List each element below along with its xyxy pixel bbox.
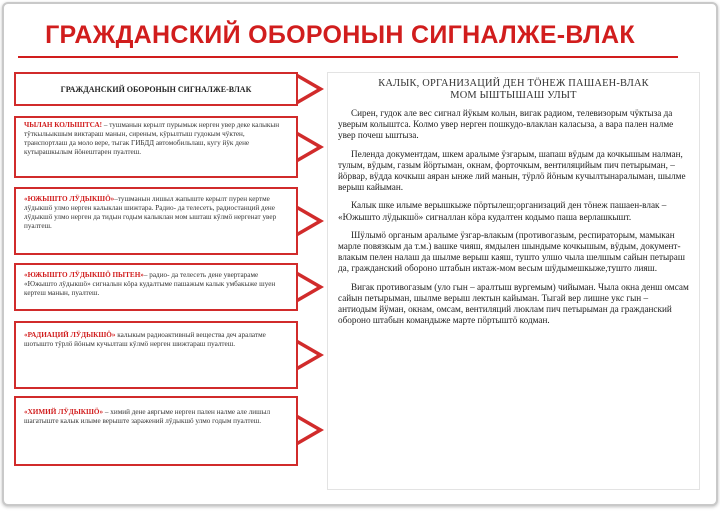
actions-paragraph: Шӱлымӧ органым аралыме ӱзгар-влакым (противогазым, респираторым, мамыкан марле повязкым да т.м.) вашке чияш, ямдылен шындыме кочкышым, вӱдым, документ-влакым пелен налаш да шылме верыш каяш, тушто улшо чыла шелшым сайын петыраш да, гражданский обороно штабын иктаж-мом весым шӱдымешкыже,тушто лияш. xyxy=(338,229,685,274)
signal-description: –тушманын лишыл жапыште керылт пурен кертме лӱдыкшӧ улмо нерген калыклан шижтара. Радио- да телесеть, радиостанций дене лӱдыкшӧ улмо нерген да тидын годым калыклан мом ышташ кӱлмӧ нергенат увер пуалтеш. xyxy=(24,195,277,230)
signal-name: ЧЫЛАН КОЛЫШТСА! xyxy=(24,121,103,129)
signal-name: «ЮЖЫШТО ЛӰДЫКШӦ» xyxy=(24,195,115,203)
signal-box-air-raid xyxy=(14,116,298,178)
title-divider xyxy=(18,56,678,58)
signals-header: ГРАЖДАНСКИЙ ОБОРОНЫН СИГНАЛЖЕ-ВЛАК xyxy=(14,72,298,106)
signal-box-alarm xyxy=(14,187,298,255)
actions-body xyxy=(328,102,699,326)
signal-description: – радио- да телесеть дене увертараме «Южышто лӱдыкшӧ» сигналын кӧра кудалтыме пашажым калык умбакыже шуен кертеш манын, пуалтеш. xyxy=(24,271,276,297)
arrow-icon xyxy=(298,340,324,370)
signals-column xyxy=(6,70,328,490)
actions-paragraph: Вигак противогазым (уло гын – аралтыш вургемым) чийыман. Чыла окна денш омсам сайын петырыман, шылме верыш лектын кайыман. Тыгай вер лишне укс гын – антиодым йӱман, окнам, омсам, вентиляций люклам пич петырыман да гражданский обороно штабын командыже марте пӧртыштӧ кодман. xyxy=(338,281,689,326)
actions-panel xyxy=(327,72,700,490)
arrow-icon xyxy=(298,74,324,104)
actions-title-line-1: КАЛЫК, ОРГАНИЗАЦИЙ ДЕН ТӦНЕЖ ПАШАЕН-ВЛАК xyxy=(378,78,649,89)
signal-description: калыкым радиоактивный вещества деч аралатме шотышто тӱрлӧ йӧным кучылташ кӱлмӧ нерген шижтараш пуалтеш. xyxy=(24,331,266,348)
actions-paragraph: Пеленда документдам, шкем аралыме ӱзгарым, шапаш вӱдым да кочкышым налман, тулым, вӱдым, газым йӧртыман, окнам, форточкым, вентиляцийым пич петырыман, – йӧрвар, вӱдда кочкыш аяран ынже лий манын, тӱрлӧ йӧным кучылтынаралыман, шылме верыш кайыман. xyxy=(338,148,686,193)
arrow-icon xyxy=(298,206,324,236)
actions-title xyxy=(328,78,699,102)
arrow-icon xyxy=(298,132,324,162)
signal-name: «ЮЖЫШТО ЛӰДЫКШӦ ПЫТЕН» xyxy=(24,271,144,279)
signal-box-all-clear xyxy=(14,263,298,311)
signal-name: «ХИМИЙ ЛӰДЫКШӦ» xyxy=(24,408,104,416)
arrow-icon xyxy=(298,272,324,302)
actions-paragraph: Калык шке илыме верышкыже пӧртылеш;организаций ден тӧнеж пашаен-влак – «Южышто лӱдыкшӧ» сигналлан кӧра кудалтен кодымо паша верлашкышт. xyxy=(338,200,667,222)
signal-box-chemical xyxy=(14,396,298,466)
arrow-icon xyxy=(298,415,324,445)
signal-box-radiation xyxy=(14,321,298,389)
actions-title-line-2: МОМ ЫШТЫШАШ УЛЫТ xyxy=(450,90,577,101)
signal-description: – тушманын керылт пурымыж нерген увер деке калыкын тӱткыльыкшым виктараш манын, сиреным, кӱрылтыш гудокым чӱктен, транспортлаш да моло вере, тыгак ГИБДД автомобильлаш, кугу йӱк дене кутырашкылым йӧнештарен пуалтеш. xyxy=(24,121,280,156)
signal-description: – химий дене аяргыме нерген пален налме але лишыл шагатыште калык илыме верыште заражений лӱдыкшӧ улмо годым пуалтеш. xyxy=(24,408,271,425)
actions-paragraph: Сирен, гудок але вес сигнал йӱкым колын, вигак радиом, телевизорым чӱктыза да уверым колыштса. Колмо увер нерген пошкудо-влаклан каласыза, а вара пален налме увер почеш ыштыза. xyxy=(338,108,674,141)
signal-name: «РАДИАЦИЙ ЛӰДЫКШӦ» xyxy=(24,331,116,339)
page-title: ГРАЖДАНСКИЙ ОБОРОНЫН СИГНАЛЖЕ-ВЛАК xyxy=(45,21,635,49)
